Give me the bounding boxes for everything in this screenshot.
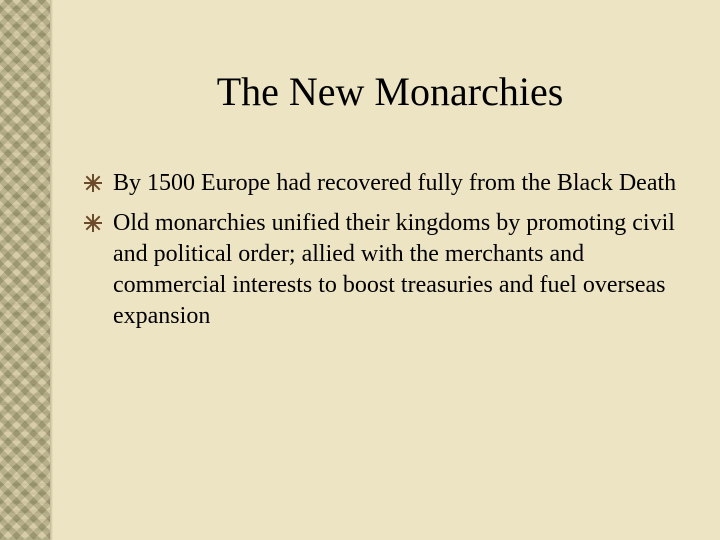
- asterisk-bullet-icon: [84, 174, 102, 192]
- bullet-text: Old monarchies unified their kingdoms by promoting civil and political order; allied with the merchants and commercial interests to boost treasuries and fuel overseas expansion: [113, 210, 675, 329]
- decorative-border: [0, 0, 50, 540]
- bullet-item: [84, 168, 694, 199]
- bullet-list: [84, 168, 694, 341]
- bullet-item: [84, 208, 694, 332]
- asterisk-bullet-icon: [84, 214, 102, 232]
- slide-title: The New Monarchies: [216, 69, 564, 114]
- bullet-text: By 1500 Europe had recovered fully from the Black Death: [113, 170, 677, 196]
- border-edge-shadow: [50, 0, 53, 540]
